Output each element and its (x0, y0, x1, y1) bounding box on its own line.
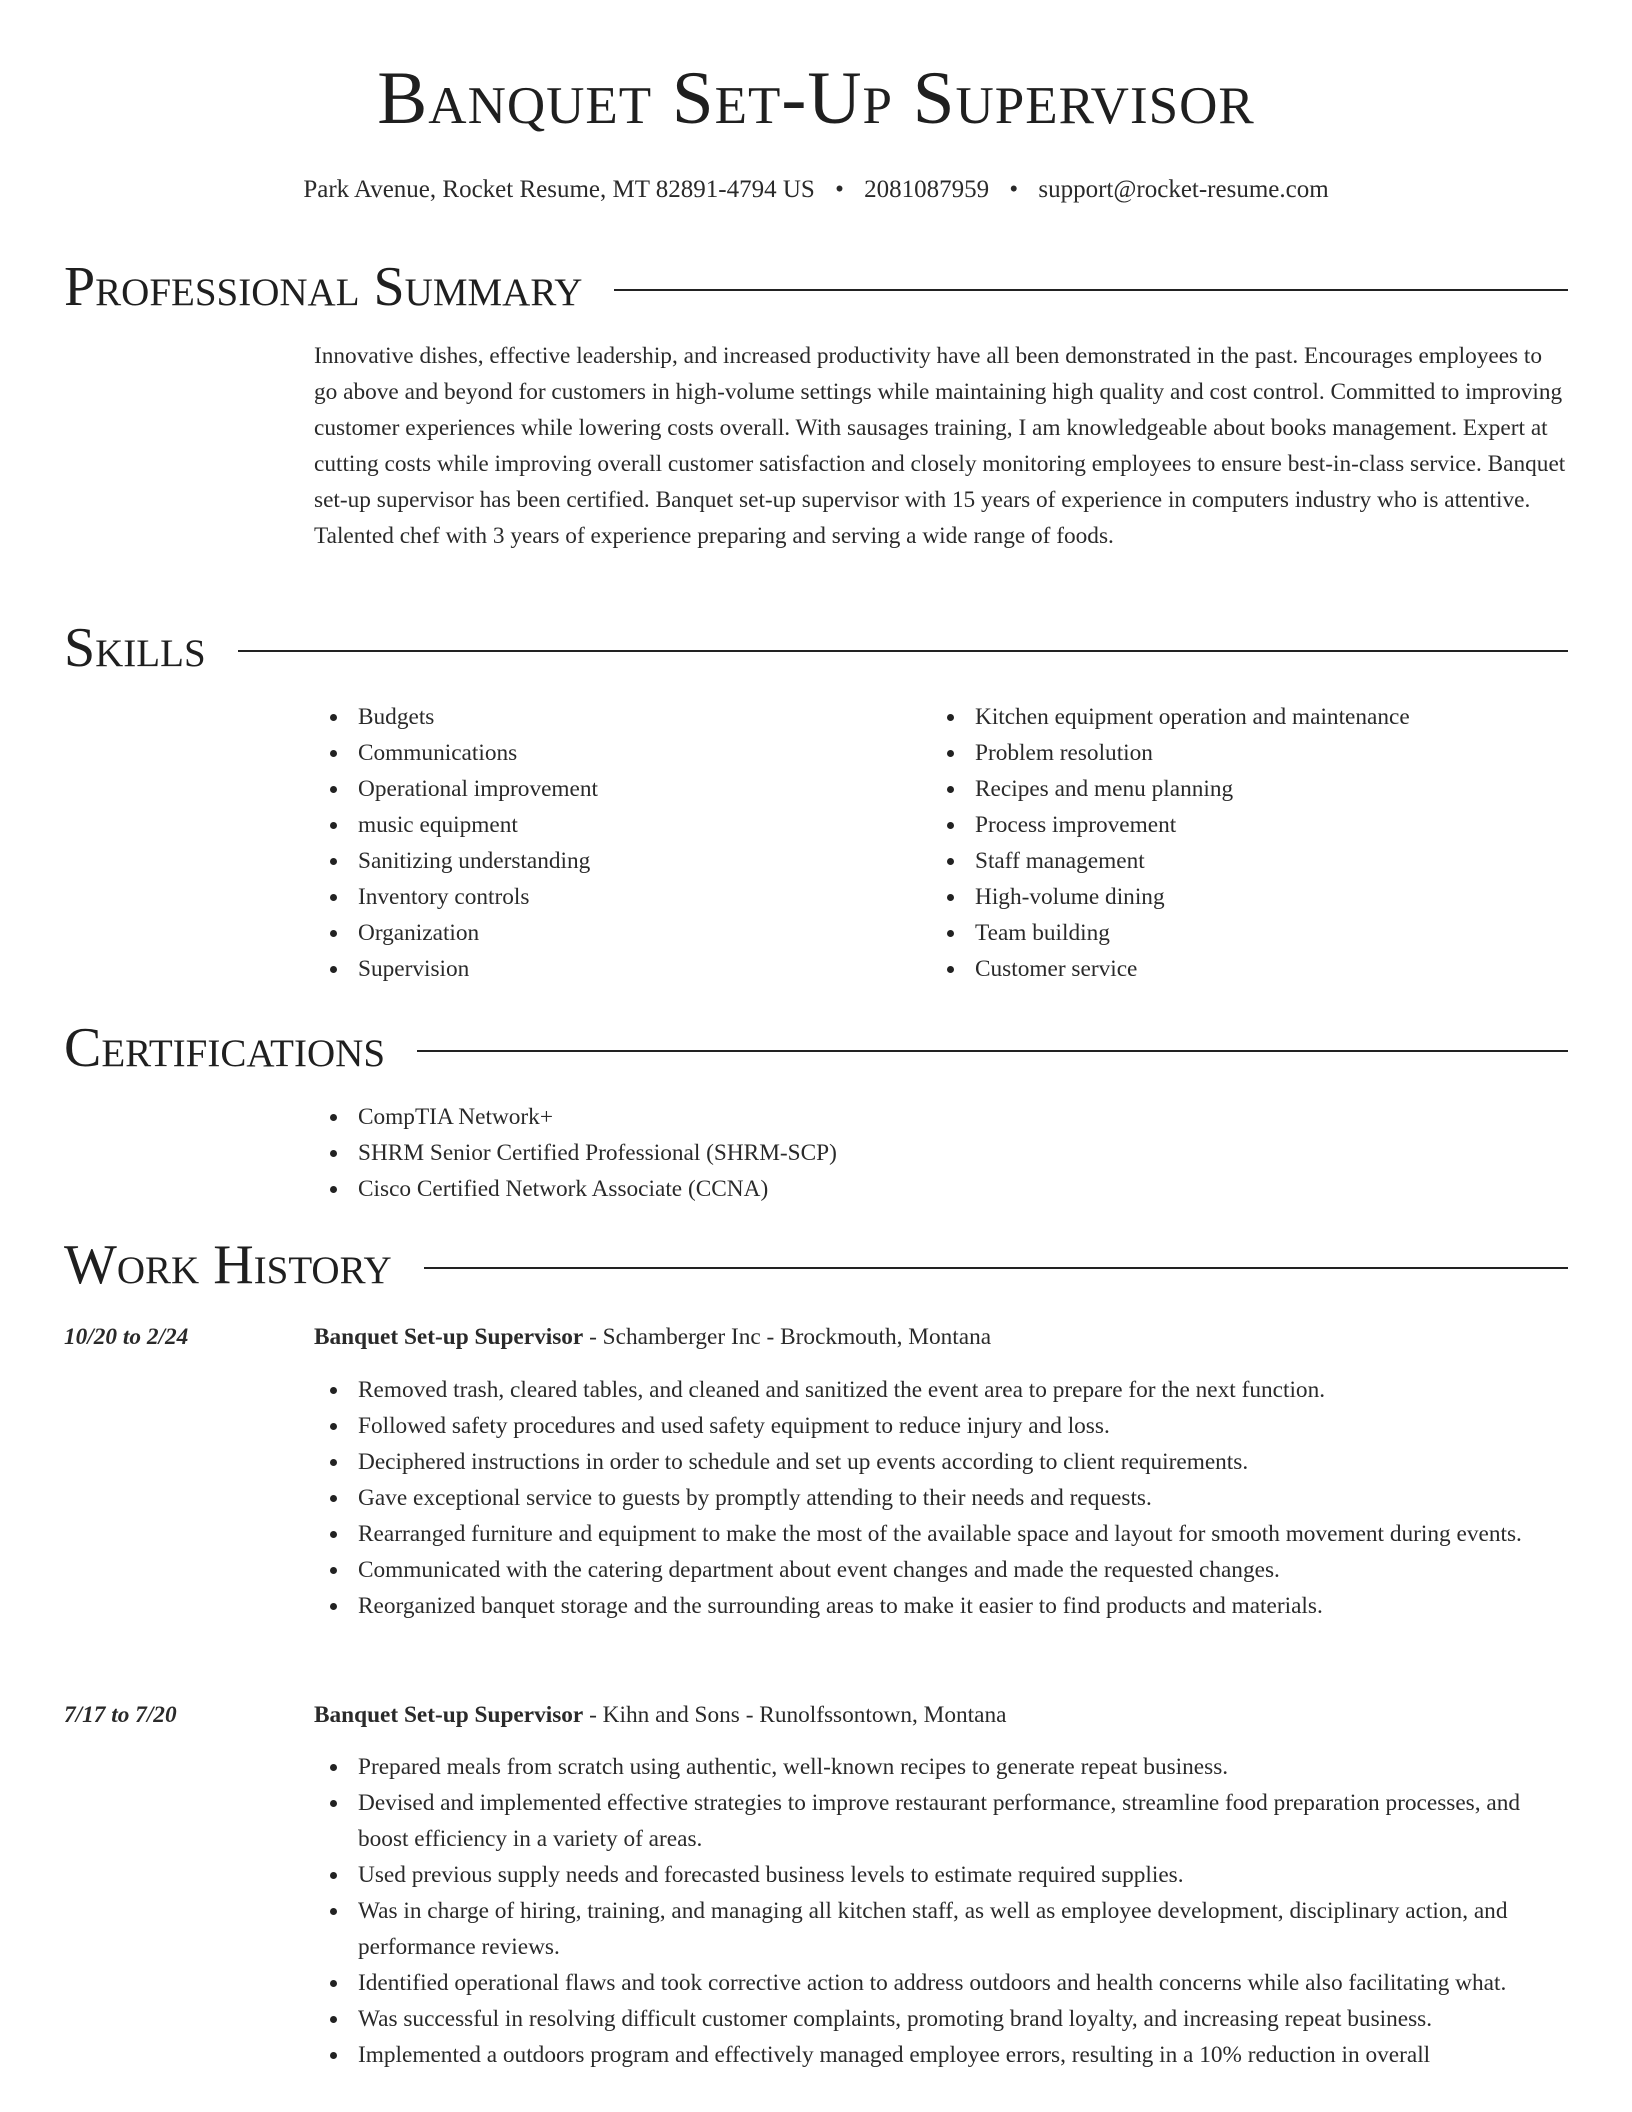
job-duty-item: Deciphered instructions in order to schedule and set up events according to client requirements. (314, 1444, 1574, 1480)
job-duties-list (314, 1749, 1574, 2073)
skill-item: Team building (931, 915, 1571, 951)
job-title: Banquet Set-up Supervisor (314, 1702, 584, 1728)
skills-heading: Skills (64, 617, 206, 679)
job-dates: 7/17 to 7/20 (64, 1702, 177, 1728)
skills-list-right (931, 699, 1571, 987)
job-duty-item: Rearranged furniture and equipment to make the most of the available space and layout for smooth movement during events. (314, 1516, 1574, 1552)
job-duty-item: Used previous supply needs and forecasted business levels to estimate required supplies. (314, 1857, 1574, 1893)
contact-line (0, 174, 1632, 206)
job-heading (314, 1319, 991, 1355)
skills-list-left (314, 699, 914, 987)
job-duty-item: Reorganized banquet storage and the surrounding areas to make it easier to find products and materials. (314, 1588, 1574, 1624)
job-duty-item: Devised and implemented effective strategies to improve restaurant performance, streamline food preparation processes, and boost efficiency in a variety of areas. (314, 1785, 1574, 1857)
section-divider (417, 1050, 1568, 1052)
contact-address: Park Avenue, Rocket Resume, MT 82891-4794 US (303, 176, 815, 203)
job-heading (314, 1697, 1006, 1733)
job-duty-item: Implemented a outdoors program and effectively managed employee errors, resulting in a 10% reduction in overall (314, 2037, 1574, 2073)
section-divider (238, 650, 1568, 652)
certifications-section-header (64, 1017, 1568, 1079)
skill-item: Kitchen equipment operation and maintenance (931, 699, 1571, 735)
skill-item: Staff management (931, 843, 1571, 879)
skill-item: Recipes and menu planning (931, 771, 1571, 807)
work-history-heading: Work History (64, 1234, 392, 1296)
work-history-section-header (64, 1234, 1568, 1296)
contact-separator: • (1009, 176, 1019, 203)
certifications-list (314, 1099, 1514, 1207)
skill-item: Supervision (314, 951, 914, 987)
resume-name: Banquet Set-Up Supervisor (377, 57, 1255, 140)
skill-item: High-volume dining (931, 879, 1571, 915)
contact-phone: 2081087959 (864, 176, 990, 203)
skill-item: Operational improvement (314, 771, 914, 807)
skill-item: Communications (314, 735, 914, 771)
contact-separator: • (835, 176, 844, 203)
skill-item: Process improvement (931, 807, 1571, 843)
job-employer-location: - Kihn and Sons - Runolfssontown, Montana (583, 1702, 1007, 1728)
contact-email: support@rocket-resume.com (1038, 176, 1329, 203)
certifications-heading: Certifications (64, 1017, 386, 1079)
skill-item: Organization (314, 915, 914, 951)
job-duty-item: Prepared meals from scratch using authentic, well-known recipes to generate repeat business. (314, 1749, 1574, 1785)
job-duty-item: Identified operational flaws and took corrective action to address outdoors and health concerns while also facilitating what. (314, 1965, 1574, 2001)
summary-heading: Professional Summary (64, 256, 583, 318)
skill-item: Sanitizing understanding (314, 843, 914, 879)
summary-text: Innovative dishes, effective leadership, and increased productivity have all been demonstrated in the past. Encourages employees to go above and beyond for customers in high-volume settings while maintaining high quality and cost control. Committed to improving customer experiences while lowering costs overall. With sausages training, I am knowledgeable about books management. Expert at cutting costs while improving overall customer satisfaction and closely monitoring employees to ensure best-in-class service. Banquet set-up supervisor has been certified. Banquet set-up supervisor with 15 years of experience in computers industry who is attentive. Talented chef with 3 years of experience preparing and serving a wide range of foods. (314, 343, 1566, 549)
job-duty-item: Communicated with the catering department about event changes and made the requested changes. (314, 1552, 1574, 1588)
skill-item: Budgets (314, 699, 914, 735)
skill-item: Problem resolution (931, 735, 1571, 771)
skill-item: Inventory controls (314, 879, 914, 915)
job-duty-item: Followed safety procedures and used safety equipment to reduce injury and loss. (314, 1408, 1574, 1444)
job-dates: 10/20 to 2/24 (64, 1324, 189, 1350)
skills-section-header (64, 617, 1568, 679)
job-duty-item: Was in charge of hiring, training, and managing all kitchen staff, as well as employee development, disciplinary action, and performance reviews. (314, 1893, 1574, 1965)
skill-item: music equipment (314, 807, 914, 843)
job-title: Banquet Set-up Supervisor (314, 1324, 584, 1350)
job-duties-list (314, 1372, 1574, 1624)
summary-section-header (64, 256, 1568, 318)
job-duty-item: Was successful in resolving difficult customer complaints, promoting brand loyalty, and increasing repeat business. (314, 2001, 1574, 2037)
job-duty-item: Gave exceptional service to guests by promptly attending to their needs and requests. (314, 1480, 1574, 1516)
certification-item: CompTIA Network+ (314, 1099, 1514, 1135)
job-employer-location: - Schamberger Inc - Brockmouth, Montana (583, 1324, 992, 1350)
section-divider (614, 289, 1568, 291)
certification-item: Cisco Certified Network Associate (CCNA) (314, 1171, 1514, 1207)
job-duty-item: Removed trash, cleared tables, and cleaned and sanitized the event area to prepare for the next function. (314, 1372, 1574, 1408)
section-divider (424, 1267, 1568, 1269)
skill-item: Customer service (931, 951, 1571, 987)
certification-item: SHRM Senior Certified Professional (SHRM-SCP) (314, 1135, 1514, 1171)
